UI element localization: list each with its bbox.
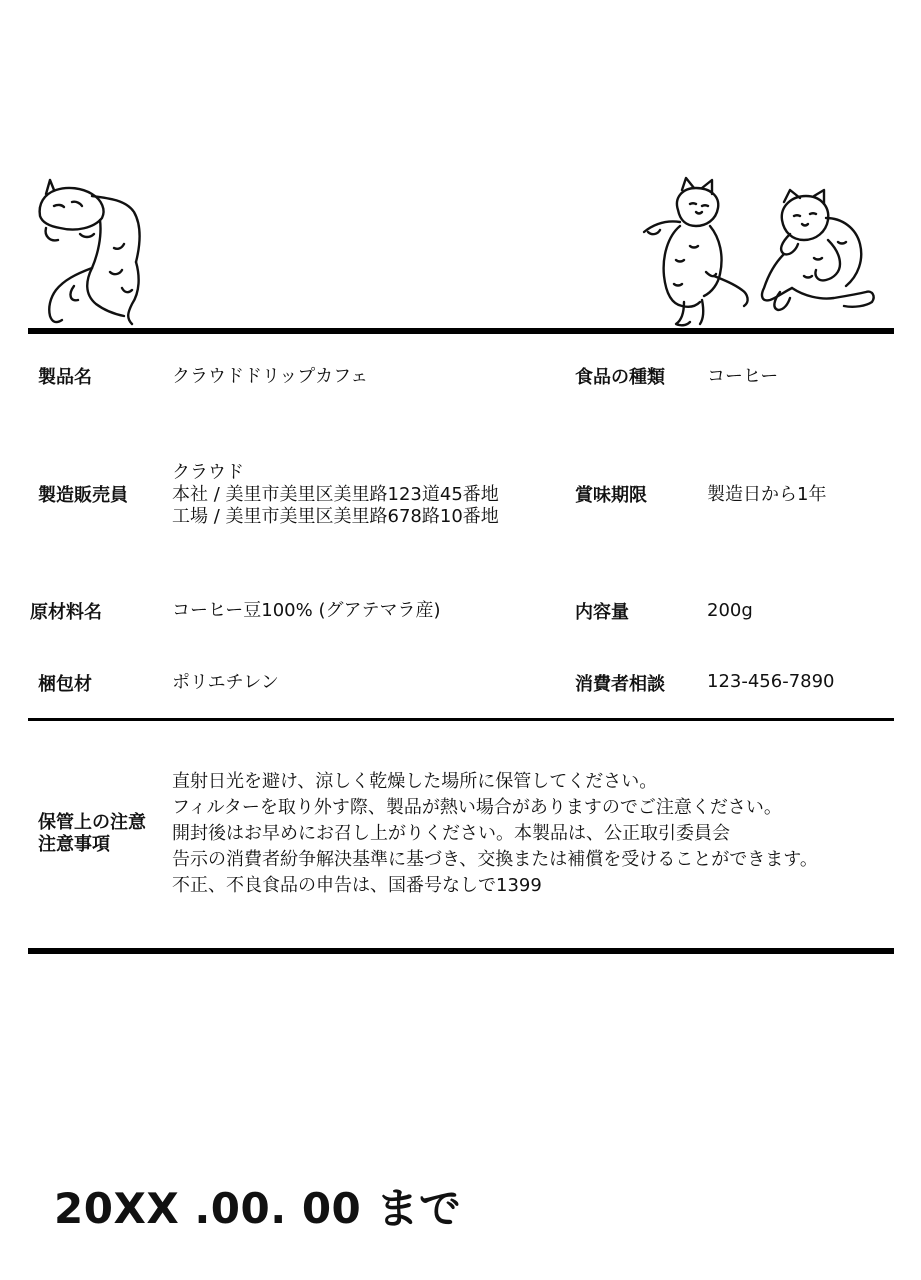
manufacturer-label: 製造販売員 <box>38 485 128 506</box>
notes-text <box>172 769 818 899</box>
consumer-contact-value: 123-456-7890 <box>707 671 835 692</box>
middle-divider <box>28 718 894 721</box>
best-before-value: 製造日から1年 <box>707 484 827 505</box>
manufacturer-factory: 工場 / 美里市美里区美里路678路10番地 <box>172 506 499 527</box>
notes-label <box>38 812 146 856</box>
product-name-label: 製品名 <box>38 367 92 388</box>
packaging-value: ポリエチレン <box>172 672 279 693</box>
cat-sitting-icon <box>754 184 880 316</box>
top-divider <box>28 328 894 334</box>
manufacturer-value <box>172 462 499 528</box>
ingredients-value: コーヒー豆100% (グアテマラ産) <box>172 600 441 621</box>
notes-line: フィルターを取り外す際、製品が熱い場合がありますのでご注意ください。 <box>172 797 782 818</box>
notes-line: 不正、不良食品の申告は、国番号なしで1399 <box>172 875 542 896</box>
notes-label-storage: 保管上の注意 <box>38 812 146 833</box>
packaging-label: 梱包材 <box>38 674 92 695</box>
expiry-date: 20XX .00. 00 まで <box>54 1184 462 1233</box>
product-name-value: クラウドドリップカフェ <box>172 366 369 387</box>
notes-line: 告示の消費者紛争解決基準に基づき、交換または補償を受けることができます。 <box>172 849 818 870</box>
manufacturer-name: クラウド <box>172 462 244 483</box>
food-type-value: コーヒー <box>707 366 779 387</box>
cat-standing-icon <box>640 176 758 328</box>
food-type-label: 食品の種類 <box>575 367 665 388</box>
consumer-contact-label: 消費者相談 <box>575 674 665 695</box>
net-content-value: 200g <box>707 600 753 621</box>
notes-label-caution: 注意事項 <box>38 834 110 855</box>
bottom-divider <box>28 948 894 954</box>
ingredients-label: 原材料名 <box>30 602 102 623</box>
notes-line: 直射日光を避け、涼しく乾燥した場所に保管してください。 <box>172 771 658 792</box>
manufacturer-head-office: 本社 / 美里市美里区美里路123道45番地 <box>172 484 499 505</box>
notes-line: 開封後はお早めにお召し上がりください。本製品は、公正取引委員会 <box>172 823 730 844</box>
best-before-label: 賞味期限 <box>575 485 647 506</box>
net-content-label: 内容量 <box>575 602 629 623</box>
cat-left-icon <box>36 176 148 328</box>
